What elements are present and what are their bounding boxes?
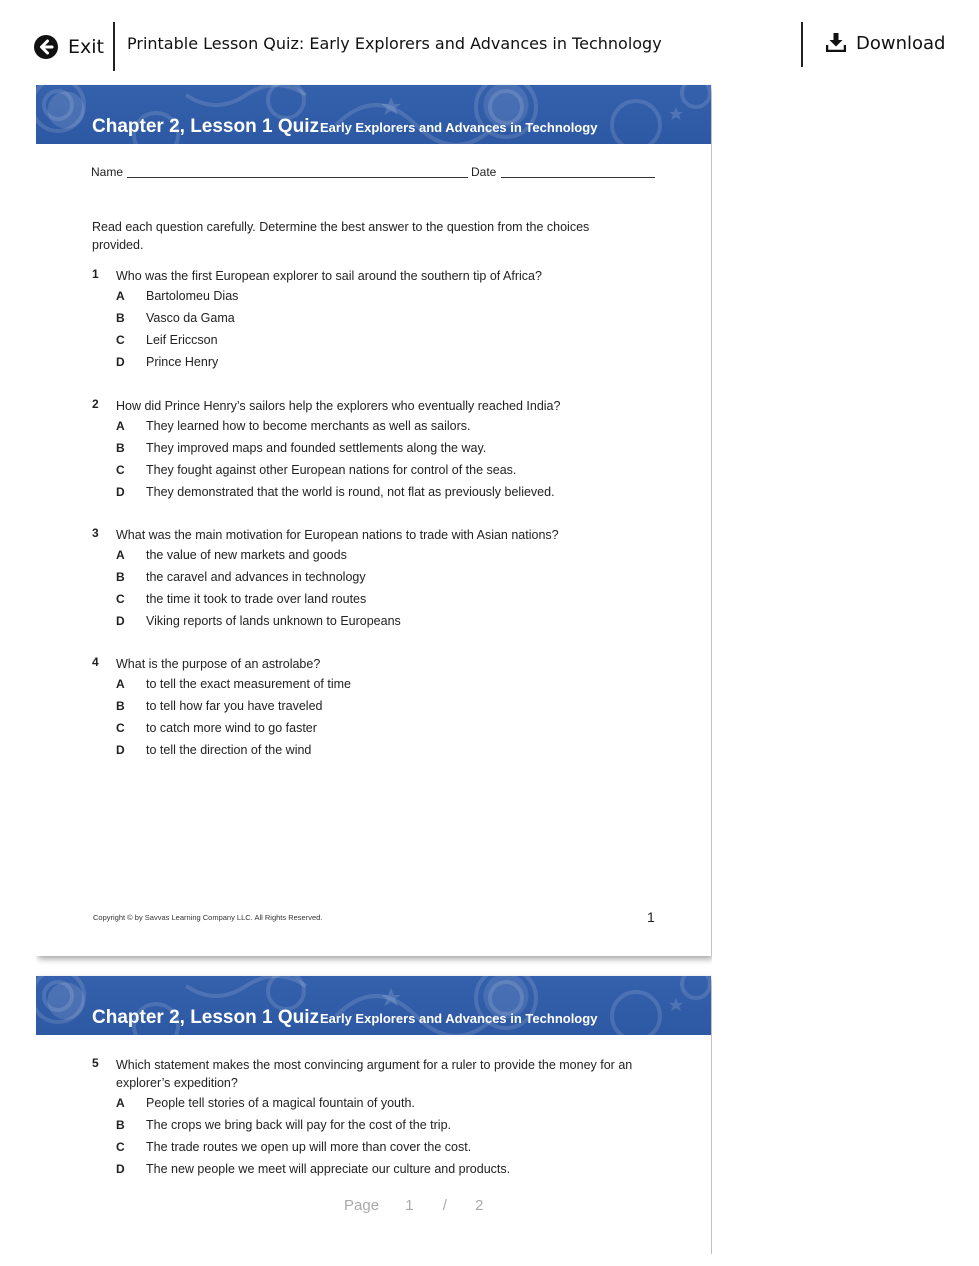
toolbar-divider	[113, 22, 115, 71]
question-number: 3	[92, 526, 99, 540]
toolbar-divider-right	[801, 22, 803, 67]
option-letter: D	[116, 1162, 125, 1176]
option-letter: D	[116, 614, 125, 628]
top-toolbar	[0, 0, 979, 80]
option-text: to tell how far you have traveled	[146, 699, 323, 713]
banner-title-text: Chapter 2, Lesson 1 Quiz	[92, 1007, 319, 1028]
option-text: People tell stories of a magical fountain of youth.	[146, 1096, 415, 1110]
option-letter: B	[116, 441, 125, 455]
option-letter: C	[116, 1140, 125, 1154]
question-number: 2	[92, 397, 99, 411]
option-letter: D	[116, 743, 125, 757]
exit-label: Exit	[68, 36, 104, 58]
option-letter: D	[116, 485, 125, 499]
option-text: The trade routes we open up will more than cover the cost.	[146, 1140, 472, 1154]
copyright-notice: Copyright © by Savvas Learning Company LLC. All Rights Reserved.	[93, 913, 323, 922]
page-indicator-total: 2	[475, 1197, 484, 1214]
banner-title-text: Chapter 2, Lesson 1 Quiz	[92, 116, 319, 137]
chapter-banner	[36, 85, 711, 144]
option-letter: B	[116, 570, 125, 584]
option-text: Viking reports of lands unknown to Europeans	[146, 614, 401, 628]
banner-subtitle: Early Explorers and Advances in Technology	[320, 1011, 598, 1026]
arrow-left-circle-icon	[34, 35, 58, 59]
option-letter: A	[116, 289, 125, 303]
option-text: to tell the exact measurement of time	[146, 677, 351, 691]
option-text: to tell the direction of the wind	[146, 743, 312, 757]
question-text: Who was the first European explorer to sail around the southern tip of Africa?	[116, 269, 542, 283]
page-indicator-separator: /	[442, 1197, 447, 1214]
option-letter: C	[116, 721, 125, 735]
option-text: the value of new markets and goods	[146, 548, 347, 562]
option-text: They fought against other European nations for control of the seas.	[146, 463, 517, 477]
question-text: What is the purpose of an astrolabe?	[116, 657, 321, 671]
page-indicator-current: 1	[405, 1197, 414, 1214]
option-letter: C	[116, 463, 125, 477]
date-blank-line	[501, 177, 655, 178]
option-letter: C	[116, 333, 125, 347]
option-letter: A	[116, 548, 125, 562]
chapter-banner	[36, 976, 711, 1035]
document-title: Printable Lesson Quiz: Early Explorers and Advances in Technology	[127, 34, 662, 53]
banner-title	[92, 1007, 597, 1029]
option-letter: B	[116, 311, 125, 325]
option-letter: A	[116, 677, 125, 691]
page-indicator	[344, 1197, 483, 1214]
option-text: Bartolomeu Dias	[146, 289, 239, 303]
option-letter: D	[116, 355, 125, 369]
question-text: How did Prince Henry’s sailors help the explorers who eventually reached India?	[116, 399, 561, 413]
option-text: The crops we bring back will pay for the cost of the trip.	[146, 1118, 451, 1132]
option-letter: A	[116, 419, 125, 433]
question-number: 4	[92, 655, 99, 669]
name-label: Name	[91, 165, 124, 179]
download-icon	[826, 32, 846, 54]
option-letter: B	[116, 1118, 125, 1132]
question-text: Which statement makes the most convincing argument for a ruler to provide the money for an explorer’s expedition?	[116, 1058, 633, 1090]
option-letter: A	[116, 1096, 125, 1110]
option-text: the caravel and advances in technology	[146, 570, 366, 584]
option-text: Leif Ericcson	[146, 333, 218, 347]
question-number: 5	[92, 1056, 99, 1070]
question-number: 1	[92, 267, 99, 281]
question-text: What was the main motivation for European nations to trade with Asian nations?	[116, 528, 559, 542]
document-viewer[interactable]	[36, 84, 712, 1254]
option-text: The new people we meet will appreciate our culture and products.	[146, 1162, 511, 1176]
page-indicator-label: Page	[344, 1197, 380, 1214]
option-letter: C	[116, 592, 125, 606]
option-text: Vasco da Gama	[146, 311, 235, 325]
instructions-text: Read each question carefully. Determine the best answer to the question from the choices provided.	[92, 220, 590, 252]
banner-subtitle: Early Explorers and Advances in Technology	[320, 120, 598, 135]
option-text: the time it took to trade over land routes	[146, 592, 367, 606]
option-text: They improved maps and founded settlements along the way.	[146, 441, 487, 455]
option-text: Prince Henry	[146, 355, 219, 369]
name-blank-line	[127, 177, 468, 178]
option-text: to catch more wind to go faster	[146, 721, 317, 735]
page-number: 1	[647, 909, 655, 925]
exit-button[interactable]	[34, 32, 104, 62]
option-text: They learned how to become merchants as well as sailors.	[146, 419, 471, 433]
option-letter: B	[116, 699, 125, 713]
option-text: They demonstrated that the world is round, not flat as previously believed.	[146, 485, 555, 499]
download-label: Download	[856, 32, 946, 54]
date-label: Date	[471, 165, 497, 179]
pdf-page-1	[36, 85, 711, 956]
download-button[interactable]	[826, 32, 945, 54]
banner-title	[92, 116, 597, 138]
